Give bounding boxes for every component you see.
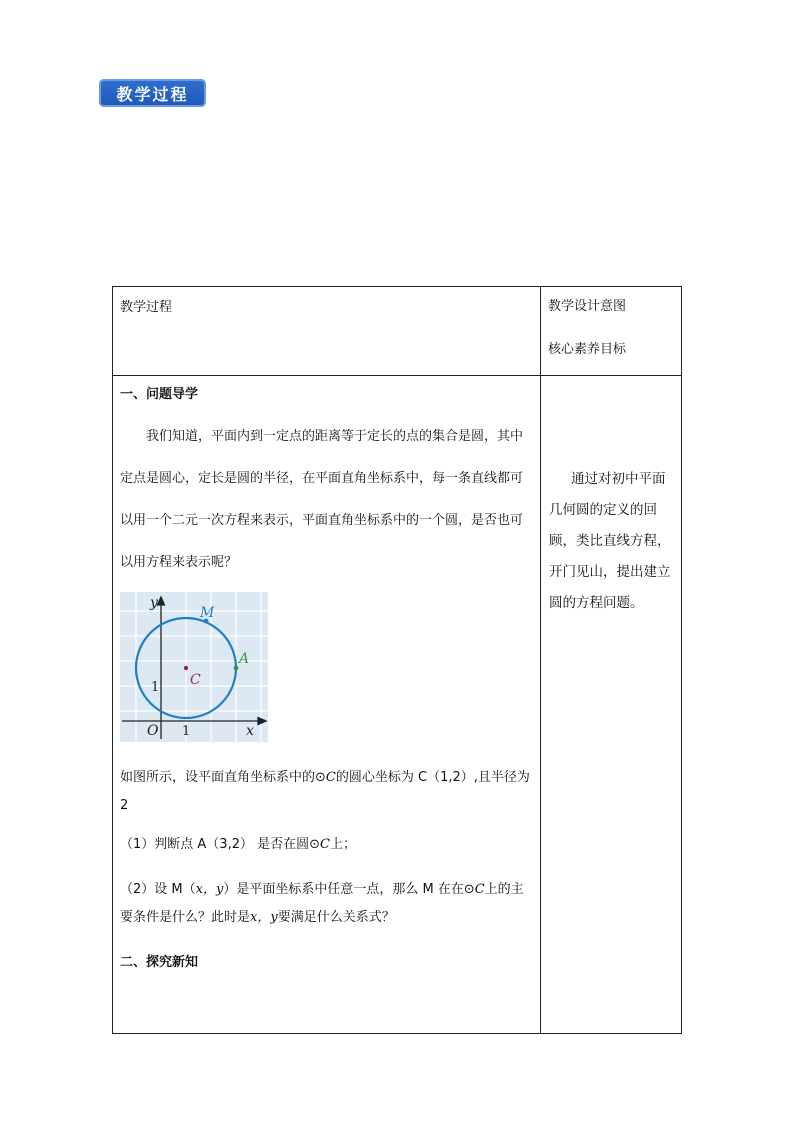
table-body-row [113,376,682,1034]
y-tick-1: 1 [151,680,160,695]
main-content-cell [113,376,541,1034]
section-title-1: 一、问题导学 [120,387,199,402]
m-label: M [200,605,215,621]
intro-paragraph: 我们知道，平面内到一定点的距离等于定长的点的集合是圆，其中定点是圆心，定长是圆的半径，在平面直角坐标系中，每一条直线都可以用一个二元一次方程来表示，平面直角坐标系中的一个圆，是否也可以用方程来表示呢？ [120,429,524,570]
y-label: y [150,595,158,611]
section-badge: 教学过程 [99,79,206,107]
origin-label: O [147,723,159,739]
header-right-cell [541,287,682,376]
point-a [234,666,239,671]
figure-background [120,592,268,742]
section-title-2: 二、探究新知 [120,955,199,970]
side-note-cell [541,376,682,1034]
design-intent-note: 通过对初中平面几何圆的定义的回顾，类比直线方程，开门见山，提出建立圆的方程问题。 [549,471,671,611]
header-right-label-2: 核心素养目标 [548,342,627,357]
x-tick-1: 1 [182,724,191,739]
question-1: （1）判断点 A（3,2） 是否在圆⊙C上； [120,837,356,852]
header-right-label-1: 教学设计意图 [548,299,627,314]
c-label: C [190,672,201,688]
circle-figure [120,592,268,742]
lesson-table [112,286,682,1034]
table-header-row [113,287,682,376]
header-left-label: 教学过程 [120,300,173,315]
question-2: （2）设 M（x，y）是平面坐标系中任意一点，那么 M 在在⊙C上的主要条件是什么？此时是x，y要满足什么关系式？ [120,882,524,925]
center-point [184,666,188,670]
figure-caption: 如图所示，设平面直角坐标系中的⊙C的圆心坐标为 C（1,2）,且半径为 2 [120,770,530,813]
a-label: A [239,651,250,667]
x-label: x [246,723,254,739]
header-left-cell [113,287,541,376]
